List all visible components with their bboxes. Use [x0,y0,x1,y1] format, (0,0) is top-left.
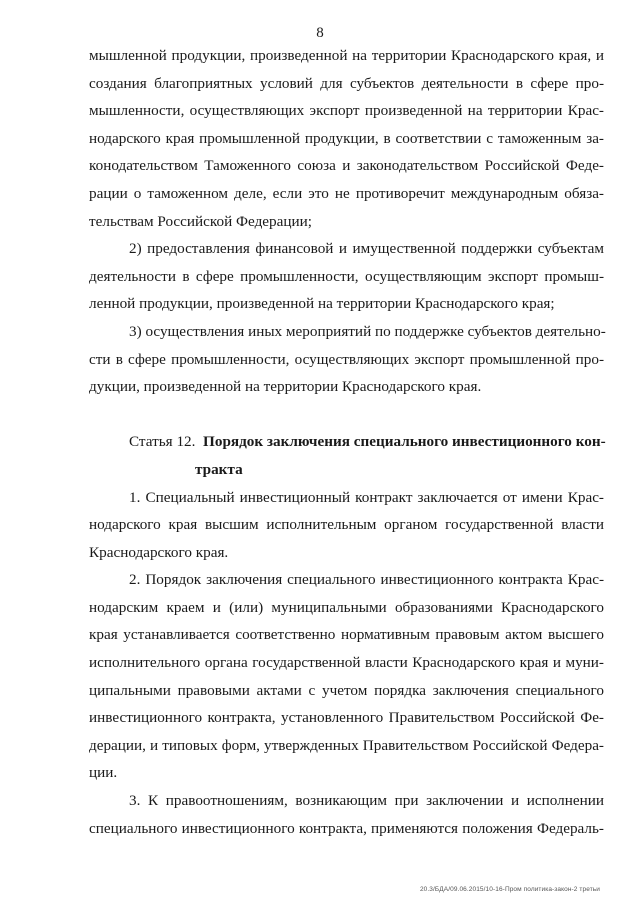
text-line: мышленности, осуществляющих экспорт произведенной на территории Крас- [89,102,604,120]
article-title: Порядок заключения специального инвестиционного кон- [203,433,606,451]
article-label: Статья 12. [129,433,196,451]
text-line: исполнительного органа государственной власти Краснодарского края и муни- [89,654,604,672]
article-heading-line [89,428,604,456]
document-body [89,42,604,842]
document-footer-id: 20.3/БДА/09.06.2015/10-16-Пром политика-закон-2 третьи [419,886,600,893]
text-line: нодарского края высшим исполнительным органом государственной власти [89,516,604,534]
text-line: Краснодарского края. [89,543,229,561]
text-line: дерации, и типовых форм, утвержденных Правительством Российской Федера- [89,736,604,754]
text-line: сти в сфере промышленности, осуществляющих экспорт промышленной про- [89,350,604,368]
article-title-continuation: тракта [195,460,243,478]
text-line: ленной продукции, произведенной на территории Краснодарского края; [89,295,555,313]
text-line: мышленной продукции, произведенной на территории Краснодарского края, и [89,47,604,64]
paragraph-item-2 [89,235,604,318]
text-line: 3) осуществления иных мероприятий по поддержке субъектов деятельно- [129,322,606,340]
text-line: конодательством Таможенного союза и законодательством Российской Феде- [89,157,604,175]
text-line: создания благоприятных условий для субъектов деятельности в сфере про- [89,74,604,92]
text-line: края устанавливается соответственно нормативным правовым актом высшего [89,626,604,644]
text-line: тельствам Российской Федерации; [89,212,312,230]
text-line: ципальными правовыми актами с учетом порядка заключения специального [89,681,604,699]
paragraph-continuation [89,42,604,235]
section-spacer [89,401,604,429]
text-line: дукции, произведенной на территории Краснодарского края. [89,378,482,396]
text-line: специального инвестиционного контракта, применяются положения Федераль- [89,819,604,837]
text-line: 3. К правоотношениям, возникающим при заключении и исполнении [129,792,604,810]
paragraph-point-2 [89,566,604,787]
text-line: 2) предоставления финансовой и имущественной поддержки субъектам [129,240,604,258]
text-line: ции. [89,764,118,782]
paragraph-point-1 [89,484,604,567]
text-line: 1. Специальный инвестиционный контракт заключается от имени Крас- [129,488,604,506]
paragraph-item-3 [89,318,604,401]
paragraph-point-3 [89,787,604,842]
article-heading-line [89,456,604,484]
text-line: нодарским краем и (или) муниципальными образованиями Краснодарского [89,598,604,616]
text-line: 2. Порядок заключения специального инвестиционного контракта Крас- [129,571,604,589]
text-line: нодарского края промышленной продукции, в соответствии с таможенным за- [89,129,604,147]
page-number: 8 [316,25,324,41]
text-line: деятельности в сфере промышленности, осуществляющим экспорт промыш- [89,267,604,285]
article-heading [89,428,604,483]
text-line: инвестиционного контракта, установленного Правительством Российской Фе- [89,709,604,727]
text-line: рации о таможенном деле, если это не противоречит международным обяза- [89,184,604,202]
